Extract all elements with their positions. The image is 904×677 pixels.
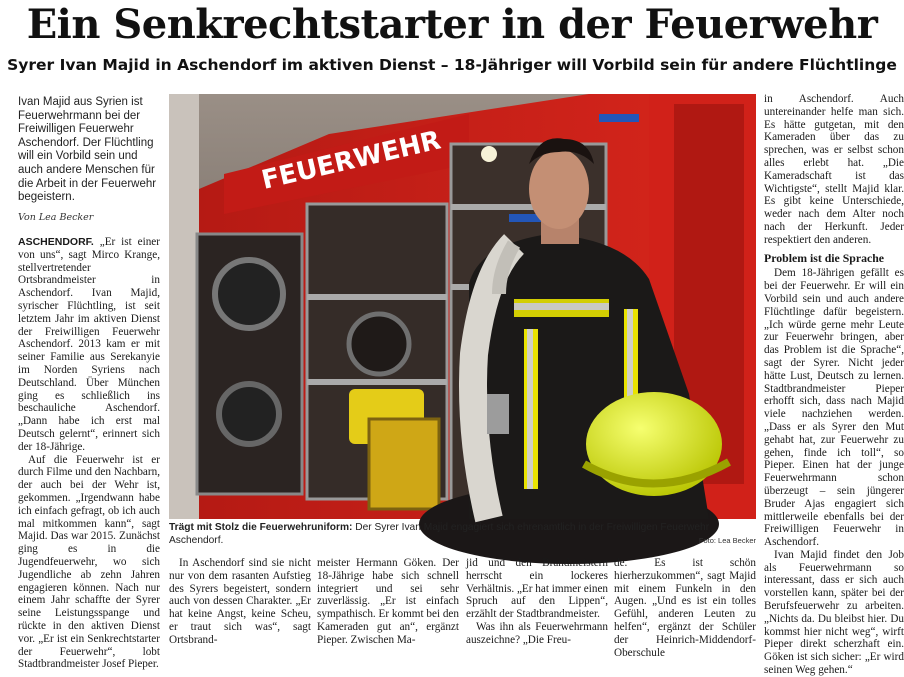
column-paragraph: Ivan Majid findet den Job als Feuerwehrmann so interessant, dass er sich auch vorstellen kann, später bei der Berufsfeuerwehr zu arbeiten. „Nichts da. Du bleibst hier. Du kommst hier nicht weg“, wirft Pieper direkt scherzhaft ein. Göken ist sich sicher: „Er wird seinen Weg gehen.“ [764, 548, 904, 677]
column-paragraph [18, 236, 160, 454]
column-paragraph: in Aschendorf. Auch untereinander helfe man sich. Es hätte gutgetan, mit den Kameraden über das zu sprechen, was er selbst schon alles erlebt hat. „Die Kameradschaft ist das Wichtigste“, stellt Majid klar. Es gibt keine Unterschiede, weder nach dem Alter noch nach der Herkunft. Jeder respektiert den anderen. [764, 93, 904, 246]
truck-lettering: FEUERWEHR [258, 125, 444, 196]
article-column-6 [764, 93, 904, 677]
article-column-1 [18, 236, 160, 671]
firefighter-photo [169, 94, 756, 519]
paragraph-text: „Er ist einer von uns“, sagt Mirco Krange, stellvertretender Ortsbrandmeister in Aschendorf. Ivan Majid, syrischer Flüchtling, ist seit letztem Jahr im aktiven Dienst der Freiwilligen Feuerwehr Aschendorf. 2013 kam er mit seiner Familie aus Serekanyie im Norden Syriens nach Deutschland. Über München ging es schließlich ins beschauliche Aschendorf. „Dann habe ich erst mal Deutsch gelernt“, erinnert sich der 18-Jährige. [18, 236, 160, 453]
section-subhead: Problem ist die Sprache [764, 250, 885, 265]
caption-bold: Trägt mit Stolz die Feuerwehruniform: [169, 522, 353, 533]
article-column-2 [169, 557, 311, 647]
column-paragraph: In Aschendorf sind sie nicht nur von dem rasanten Aufstieg des Syrers begeistert, sondern auch von dessen Charakter. „Er hat keine Angst, keine Scheu, er traut sich was“, sagt Ortsbrand- [169, 557, 311, 646]
lead-paragraph: Ivan Majid aus Syrien ist Feuerwehrmann bei der Freiwilligen Feuerwehr Aschendorf. Der Flüchtling will ein Vorbild sein und auch andere Menschen für die Arbeit in der Feuerwehr begeistern. [18, 96, 157, 204]
column-paragraph: Auf die Feuerwehr ist er durch Filme und den Nachbarn, der auch bei der Wehr ist, gekommen. „Irgendwann habe ich einfach gefragt, ob ich auch mal mitkommen kann“, sagt Majid. Das war 2015. Zunächst ging es in die Jugendfeuerwehr, wo sich Jugendliche ab zehn Jahren engagieren können. Nach nur einem Jahr schaffte der Syrer seine Leistungsspange und rückte in den aktiven Dienst vor. „Er ist ein Senkrechtstarter der Feuerwehr“, lobt Stadtbrandmeister Josef Pieper. [18, 453, 160, 671]
column-paragraph: jid und den Brandmeistern herrscht ein lockeres Verhältnis. „Er hat immer einen Spruch auf den Lippen“, erzählt der Stadtbrandmeister. [466, 557, 608, 621]
byline: Von Lea Becker [18, 212, 94, 223]
article-column-5 [614, 557, 756, 659]
article-column-4 [466, 557, 608, 647]
column-paragraph: Was ihn als Feuerwehrmann auszeichne? „Die Freu- [466, 620, 608, 646]
column-paragraph: meister Hermann Göken. Der 18-Jährige habe sich schnell integriert und sei sehr zuverlässig. „Er ist einfach sympathisch. Er kommt bei den Kameraden gut an“, ergänzt Pieper. Zwischen Ma- [317, 557, 459, 646]
photo-credit: Foto: Lea Becker [698, 536, 756, 545]
article-column-3 [317, 557, 459, 647]
column-paragraph: de. Es ist schön hierherzukommen“, sagt Majid mit einem Funkeln in den Augen. „Und es ist ein tolles Gefühl, anderen Leuten zu helfen“, ergänzt der Schüler der Heinrich-Middendorf-Oberschule [614, 557, 756, 659]
dateline: ASCHENDORF. [18, 236, 94, 248]
subheadline: Syrer Ivan Majid in Aschendorf im aktiven Dienst – 18-Jähriger will Vorbild sein für andere Flüchtlinge [7, 56, 897, 74]
caption-text: Der Syrer Ivan Majid engagiert sich ehrenamtlich in der Freiwilligen Feuerwehr Aschendorf. [169, 522, 710, 546]
headline: Ein Senkrechtstarter in der Feuerwehr [26, 1, 878, 48]
column-paragraph: Dem 18-Jährigen gefällt es bei der Feuerwehr. Er will ein Vorbild sein und auch andere Flüchtlinge dafür begeistern. „Ich würde gerne mehr Leute zur Feuerwehr bringen, aber das Problem ist die Sprache“, sagt der Syrer. Nicht jeder hätte Lust, Deutsch zu lernen. Stadtbrandmeister Pieper erhofft sich, dass nach Majid viele nachziehen werden. „Dass er als Syrer den Mut gehabt hat, zur Feuerwehr zu gehen, finde ich toll“, so Pieper. Einen hat der junge Feuerwehrmann schon überzeugt – sein jüngerer Bruder Ajas engagiert sich mittlerweile ebenfalls bei der Freiwilligen Feuerwehr in Aschendorf. [764, 267, 904, 549]
photo-caption [169, 522, 756, 547]
